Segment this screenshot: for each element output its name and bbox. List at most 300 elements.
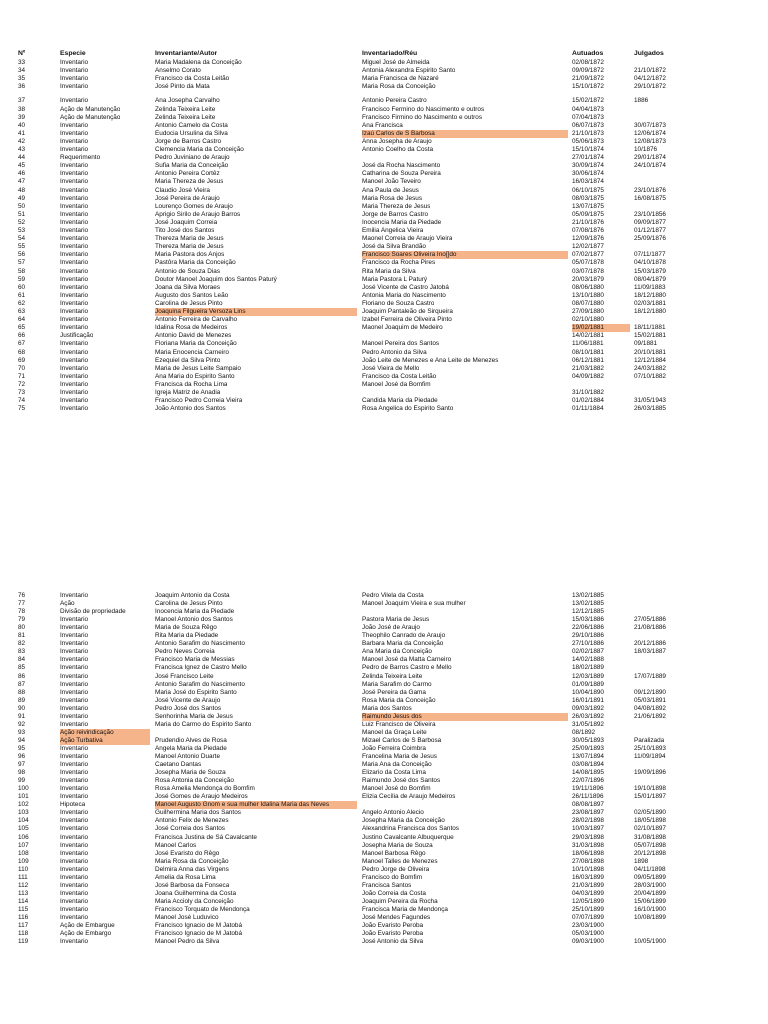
cell-autuados: 16/03/1899 — [572, 873, 604, 881]
cell-num: 112 — [18, 881, 29, 889]
cell-especie: Inventario — [60, 632, 89, 640]
cell-autor: Prudendio Alves de Rosa — [155, 736, 227, 744]
cell-autor: Maria do Carmo do Espirito Santo — [155, 720, 252, 728]
cell-autuados: 02/10/1880 — [572, 316, 604, 324]
cell-especie: Inventario — [60, 704, 89, 712]
cell-reu: Jorge de Barros Castro — [362, 210, 429, 218]
cell-julgados: 04/08/1892 — [634, 704, 666, 712]
cell-reu: Maria Rosa de Jesus — [362, 194, 423, 202]
cell-reu: Raimundo Jesus dos — [362, 713, 568, 721]
cell-especie: Inventario — [60, 865, 89, 873]
cell-num: 101 — [18, 793, 29, 801]
cell-julgados: 18/05/1898 — [634, 817, 666, 825]
cell-reu: Rita Maria da Silva — [362, 267, 416, 275]
cell-reu: Francisco do Bomfim — [362, 873, 423, 881]
cell-autor: Maria de Jesus Leite Sampaio — [155, 364, 241, 372]
cell-autor: Lourenço Gomes de Araujo — [155, 202, 233, 210]
cell-reu: Joaquim Pantaleão de Sirqueira — [362, 308, 453, 315]
cell-autuados: 07/07/1899 — [572, 914, 604, 921]
cell-num: 79 — [18, 616, 26, 624]
cell-julgados: 01/12/1877 — [634, 227, 666, 234]
cell-autuados: 18/06/1898 — [572, 849, 604, 857]
cell-num: 104 — [18, 817, 29, 825]
cell-especie: Ação de Manutenção — [60, 113, 121, 121]
cell-reu: Antonia Alexandra Espirito Santo — [362, 67, 456, 75]
cell-autuados: 13/02/1885 — [572, 592, 604, 599]
cell-num: 45 — [18, 162, 26, 170]
cell-reu: José da Silva Brandão — [362, 243, 426, 251]
cell-reu: Mizael Carlos de S Barbosa — [362, 736, 442, 744]
cell-num: 71 — [18, 372, 26, 380]
cell-autor: Maria Rosa da Conceição — [155, 857, 229, 865]
cell-autuados: 05/03/1900 — [572, 930, 604, 938]
cell-especie: Inventario — [60, 170, 89, 178]
cell-reu: Floriano de Souza Castro — [362, 299, 435, 307]
cell-especie: Inventario — [60, 259, 89, 267]
cell-num: 80 — [18, 624, 26, 632]
cell-autor: José Correia dos Santos — [155, 825, 225, 833]
cell-autuados: 18/02/1889 — [572, 664, 604, 672]
cell-julgados: 04/10/1878 — [634, 259, 666, 267]
cell-autor: Antonio Camelo da Costa — [155, 121, 228, 129]
cell-especie: Inventario — [60, 275, 89, 283]
cell-especie: Inventario — [60, 291, 89, 299]
cell-num: 96 — [18, 753, 26, 760]
cell-autuados: 08/10/1881 — [572, 348, 604, 356]
cell-autuados: 05/09/1875 — [572, 210, 604, 218]
cell-autor: Inocencia Maria da Piedade — [155, 608, 235, 616]
cell-reu: Barbara Maria da Conceição — [362, 640, 444, 648]
cell-julgados: 25/09/1876 — [634, 235, 666, 243]
cell-autuados: 21/03/1899 — [572, 881, 604, 889]
cell-reu: Francisco da Costa Leitão — [362, 372, 437, 380]
cell-autor: Josepha Maria de Souza — [155, 769, 226, 777]
cell-autuados: 15/03/1886 — [572, 616, 604, 624]
cell-julgados: 15/06/1899 — [634, 897, 666, 905]
cell-especie: Inventario — [60, 841, 89, 849]
cell-autor: Antonio Felix de Menezes — [155, 817, 229, 825]
cell-julgados: 21/10/1872 — [634, 67, 666, 75]
cell-julgados: 05/03/1891 — [634, 696, 666, 704]
cell-autuados: 06/12/1881 — [572, 356, 604, 364]
cell-reu: Manoel José da Matta Carneiro — [362, 656, 452, 664]
cell-especie: Inventario — [60, 218, 89, 226]
cell-autuados: 09/03/1900 — [572, 938, 604, 946]
cell-num: 110 — [18, 865, 29, 873]
cell-especie: Inventario — [60, 121, 89, 129]
cell-num: 119 — [18, 938, 29, 946]
cell-num: 99 — [18, 777, 26, 785]
cell-num: 111 — [18, 873, 28, 881]
cell-especie: Inventario — [60, 881, 89, 889]
cell-autor: Jorge de Barros Castro — [155, 137, 222, 145]
cell-autuados: 02/08/1872 — [572, 59, 604, 66]
cell-especie: Inventario — [60, 905, 89, 913]
cell-autuados: 15/02/1872 — [572, 97, 604, 105]
cell-num: 76 — [18, 592, 26, 599]
cell-autor: Manoel Augusto Gnom e sua mulher Idalina Maria das Neves — [155, 801, 357, 809]
cell-reu: Antonio Coelho da Costa — [362, 146, 434, 153]
cell-autor: Manoel Pedro da Silva — [155, 938, 220, 946]
cell-autuados: 25/10/1899 — [572, 905, 604, 913]
cell-julgados: 19/09/1896 — [634, 769, 666, 777]
cell-reu: Maria Francisca de Nazaré — [362, 75, 439, 83]
cell-autor: Zelinda Teixeira Leite — [155, 105, 216, 113]
cell-especie: Inventario — [60, 83, 89, 91]
cell-autuados: 08/08/1897 — [572, 801, 604, 809]
cell-especie: Requerimento — [60, 154, 101, 162]
cell-especie: Inventario — [60, 227, 89, 234]
cell-autuados: 14/08/1895 — [572, 769, 604, 777]
cell-autuados: 21/10/1876 — [572, 218, 604, 226]
cell-autor: José Francisco Leite — [155, 672, 214, 680]
cell-autuados: 06/07/1873 — [572, 121, 604, 129]
cell-especie: Inventario — [60, 825, 89, 833]
cell-julgados: 1898 — [634, 857, 649, 865]
cell-autuados: 23/03/1900 — [572, 922, 604, 930]
cell-especie: Inventario — [60, 785, 89, 793]
cell-num: 86 — [18, 672, 26, 680]
cell-reu: Alexandrina Francisca dos Santos — [362, 825, 459, 833]
cell-reu: Maonel Joaquim de Medeiro — [362, 324, 443, 332]
cell-especie: Inventario — [60, 938, 89, 946]
cell-autuados: 03/08/1894 — [572, 761, 604, 769]
cell-reu: José Vicente de Castro Jatobá — [362, 283, 449, 291]
cell-reu: Joaquim Pereira da Rocha — [362, 897, 438, 905]
cell-especie: Inventario — [60, 405, 89, 413]
cell-autor: Thereza Maria de Jesus — [155, 235, 224, 243]
cell-autor: Joaquim Antonio da Costa — [155, 592, 230, 599]
cell-reu: Ana Maria da Conceição — [362, 648, 432, 656]
cell-julgados: 09/05/1899 — [634, 873, 666, 881]
cell-especie: Inventario — [60, 308, 89, 315]
cell-julgados: 02/03/1881 — [634, 299, 666, 307]
cell-especie: Inventario — [60, 356, 89, 364]
cell-julgados: 27/05/1886 — [634, 616, 666, 624]
cell-julgados: 21/06/1892 — [634, 712, 666, 720]
cell-num: 48 — [18, 186, 26, 194]
cell-julgados: 12/12/1884 — [634, 356, 666, 364]
cell-num: 78 — [18, 608, 26, 616]
cell-num: 83 — [18, 648, 26, 656]
cell-especie: Inventario — [60, 372, 89, 380]
cell-autor: Pedro Juviniano de Araujo — [155, 154, 230, 162]
cell-reu: Francisca Santos — [362, 881, 412, 889]
cell-especie: Inventario — [60, 146, 89, 153]
cell-autor: Augusto dos Santos Leão — [155, 291, 229, 299]
cell-reu: Maria Ana da Conceição — [362, 761, 432, 769]
cell-autor: Francisco Torquato de Mendonça — [155, 905, 250, 913]
cell-reu: José Pereira da Gama — [362, 688, 426, 696]
cell-num: 42 — [18, 137, 26, 145]
cell-reu: Elizia Cecília de Araujo Medeiros — [362, 793, 456, 801]
cell-num: 51 — [18, 210, 26, 218]
cell-especie: Inventario — [60, 873, 89, 881]
cell-autor: Floriana Maria da Conceição — [155, 340, 237, 348]
cell-autor: Tito José dos Santos — [155, 227, 215, 234]
cell-especie: Inventario — [60, 809, 89, 817]
cell-autuados: 27/10/1886 — [572, 640, 604, 648]
cell-especie: Ação de Embargo — [60, 930, 112, 938]
cell-autor: Rita Maria da Piedade — [155, 632, 219, 640]
cell-julgados: 10/08/1899 — [634, 914, 666, 921]
cell-autor: Delmira Anna das Virgens — [155, 865, 229, 873]
cell-autor: Joana Guilhermina da Costa — [155, 889, 236, 897]
cell-especie: Inventario — [60, 162, 89, 170]
cell-julgados: 16/08/1875 — [634, 194, 666, 202]
cell-especie: Inventario — [60, 769, 89, 777]
cell-autuados: 09/03/1892 — [572, 704, 604, 712]
cell-num: 44 — [18, 154, 26, 162]
cell-julgados: 31/08/1898 — [634, 833, 666, 841]
cell-num: 61 — [18, 291, 26, 299]
cell-especie: Inventario — [60, 640, 89, 648]
cell-julgados: 18/12/1880 — [634, 308, 666, 315]
cell-julgados: 31/05/1943 — [634, 397, 666, 405]
cell-especie: Inventario — [60, 672, 89, 680]
cell-autuados: 27/01/1874 — [572, 154, 604, 162]
cell-num: 62 — [18, 299, 26, 307]
cell-autuados: 08/06/1880 — [572, 283, 604, 291]
cell-reu: Manoel Talles de Menezes — [362, 857, 438, 865]
cell-autor: Maria Enocencia Carneiro — [155, 348, 229, 356]
cell-julgados: 15/03/1879 — [634, 267, 666, 275]
cell-especie: Ação de Embargue — [60, 922, 115, 930]
cell-autor: Clemencia Maria da Conceição — [155, 146, 244, 153]
cell-julgados: 20/10/1881 — [634, 348, 666, 356]
cell-autuados: 04/09/1882 — [572, 372, 604, 380]
cell-num: 114 — [18, 897, 29, 905]
cell-num: 81 — [18, 632, 26, 640]
cell-autuados: 08/07/1880 — [572, 299, 604, 307]
cell-autuados: 14/02/1888 — [572, 656, 604, 664]
cell-reu: João Leite de Menezes e Ana Leite de Menezes — [362, 356, 499, 364]
cell-autor: Maria Thereza de Jesus — [155, 178, 224, 186]
cell-especie: Inventario — [60, 857, 89, 865]
cell-reu: Josepha Maria da Conceição — [362, 817, 445, 825]
cell-autor: Francisco Ignacio de M Jatobá — [155, 922, 243, 930]
cell-julgados: 08/04/1879 — [634, 275, 666, 283]
cell-autor: Ana Maria do Espirito Santo — [155, 372, 235, 380]
cell-autor: Rosa Amelia Mendonça do Bomfim — [155, 785, 255, 793]
cell-autuados: 01/11/1884 — [572, 405, 604, 413]
cell-autor: Amelia da Rosa Lima — [155, 873, 216, 881]
cell-reu: Maria Sarafim do Carmo — [362, 680, 432, 688]
cell-num: 63 — [18, 308, 26, 315]
cell-num: 38 — [18, 105, 26, 113]
cell-autuados: 08/1892 — [572, 728, 596, 736]
cell-julgados: 26/03/1885 — [634, 405, 666, 413]
cell-reu: Luiz Francisco de Oliveira — [362, 720, 436, 728]
cell-julgados: 20/12/1898 — [634, 849, 666, 857]
cell-reu: Justino Cavalcante Albuquerque — [362, 833, 454, 841]
cell-num: 118 — [18, 930, 29, 938]
cell-reu: José da Rocha Nascimento — [362, 162, 441, 170]
cell-especie: Inventario — [60, 235, 89, 243]
cell-autor: Francisco Ignacio de M Jatobá — [155, 930, 243, 938]
cell-num: 65 — [18, 324, 26, 332]
cell-julgados: 19/10/1898 — [634, 785, 666, 793]
header-autor: Inventariante/Autor — [155, 50, 218, 57]
cell-autuados: 29/10/1886 — [572, 632, 604, 640]
cell-autuados: 29/03/1898 — [572, 833, 604, 841]
cell-especie: Inventario — [60, 616, 89, 624]
cell-reu: Antonia Maria do Nascimento — [362, 291, 446, 299]
cell-num: 103 — [18, 809, 29, 817]
cell-autor: Antonio Sarafim do Nascimento — [155, 640, 245, 648]
cell-especie: Inventario — [60, 194, 89, 202]
cell-autuados: 21/03/1882 — [572, 364, 604, 372]
cell-num: 41 — [18, 129, 26, 137]
cell-autor: Joana da Silva Moraes — [155, 283, 221, 291]
cell-autuados: 27/09/1880 — [572, 308, 604, 315]
cell-num: 84 — [18, 656, 26, 664]
cell-autor: Francisca Justina de Sá Cavalcante — [155, 833, 257, 841]
cell-reu: Francisca Maria de Mendonça — [362, 905, 448, 913]
cell-julgados: 24/03/1882 — [634, 364, 666, 372]
cell-autor: Eudocia Ursulina da Silva — [155, 129, 228, 137]
cell-especie: Inventario — [60, 624, 89, 632]
cell-autor: Igreja Matriz de Anadia — [155, 389, 221, 396]
cell-autor: Anselmo Corato — [155, 67, 201, 75]
cell-num: 60 — [18, 283, 26, 291]
cell-reu: Maria Rosa da Conceição — [362, 83, 436, 91]
cell-especie: Inventario — [60, 364, 89, 372]
cell-autuados: 10/04/1890 — [572, 688, 604, 696]
cell-julgados: 17/07/1889 — [634, 672, 666, 680]
cell-num: 92 — [18, 720, 26, 728]
cell-especie: Inventario — [60, 202, 89, 210]
cell-especie: Inventario — [60, 251, 89, 259]
cell-especie: Inventario — [60, 324, 89, 332]
cell-autor: Thereza Maria de Jesus — [155, 243, 224, 251]
cell-num: 69 — [18, 356, 26, 364]
cell-especie: Ação Turbativa — [60, 737, 150, 745]
cell-reu: Antonio Pereira Castro — [362, 97, 427, 105]
cell-num: 102 — [18, 801, 29, 809]
cell-num: 46 — [18, 170, 26, 178]
cell-reu: Angelo Antonio Alecio — [362, 809, 424, 817]
cell-num: 43 — [18, 146, 26, 153]
cell-especie: Inventario — [60, 680, 89, 688]
cell-julgados: 02/05/1890 — [634, 809, 666, 817]
cell-reu: José Mendes Fagundes — [362, 914, 431, 921]
cell-autor: José Vicente de Araujo — [155, 696, 221, 704]
cell-julgados: 10/05/1900 — [634, 938, 666, 946]
cell-num: 57 — [18, 259, 26, 267]
cell-reu: João Correia da Costa — [362, 889, 426, 897]
cell-autuados: 23/08/1897 — [572, 809, 604, 817]
cell-autor: Manoel Antonio dos Santos — [155, 616, 233, 624]
cell-reu: Manoel José do Bomfim — [362, 785, 431, 793]
cell-especie: Inventario — [60, 793, 89, 801]
cell-num: 34 — [18, 67, 26, 75]
header-num: Nº — [18, 50, 26, 57]
cell-num: 94 — [18, 736, 26, 744]
cell-num: 55 — [18, 243, 26, 251]
cell-num: 74 — [18, 397, 26, 405]
cell-especie: Inventario — [60, 889, 89, 897]
cell-num: 85 — [18, 664, 26, 672]
cell-autuados: 07/08/1876 — [572, 227, 604, 234]
cell-especie: Inventario — [60, 849, 89, 857]
cell-autuados: 19/11/1896 — [572, 785, 604, 793]
cell-especie: Inventario — [60, 592, 89, 599]
cell-reu: Theophilo Canrado de Araujo — [362, 632, 446, 640]
cell-especie: Inventario — [60, 243, 89, 251]
cell-julgados: 07/11/1877 — [634, 251, 666, 259]
cell-julgados: 18/03/1887 — [634, 648, 666, 656]
cell-autor: Pedro José dos Santos — [155, 704, 222, 712]
cell-reu: José Antonio da Silva — [362, 938, 424, 946]
cell-autor: Aprigio Sirilo de Araujo Barros — [155, 210, 241, 218]
cell-especie: Inventario — [60, 720, 89, 728]
cell-reu: Manoel José da Bomfim — [362, 380, 431, 388]
cell-especie: Inventario — [60, 777, 89, 785]
cell-num: 40 — [18, 121, 26, 129]
cell-num: 89 — [18, 696, 26, 704]
cell-julgados: 23/10/1876 — [634, 186, 666, 194]
cell-num: 52 — [18, 218, 26, 226]
cell-especie: Ação — [60, 600, 75, 608]
cell-reu: Manoel da Graça Leite — [362, 728, 427, 736]
cell-num: 36 — [18, 83, 26, 91]
cell-especie: Inventario — [60, 696, 89, 704]
cell-reu: Emilia Angelica Vieira — [362, 227, 424, 234]
cell-autor: Sufia Maria da Conceição — [155, 162, 229, 170]
cell-reu: Francisco Fermino do Nascimento e outros — [362, 105, 485, 113]
cell-julgados: 07/10/1882 — [634, 372, 666, 380]
cell-num: 93 — [18, 728, 26, 736]
cell-reu: Izaú Carlos de S Barbosa — [362, 130, 568, 138]
cell-autuados: 10/03/1897 — [572, 825, 604, 833]
cell-autor: Pedro Neves Correia — [155, 648, 215, 656]
cell-julgados: 15/01/1897 — [634, 793, 666, 801]
cell-num: 117 — [18, 922, 29, 930]
cell-julgados: 18/11/1881 — [634, 324, 666, 332]
cell-num: 58 — [18, 267, 26, 275]
cell-autuados: 12/03/1889 — [572, 672, 604, 680]
cell-julgados: 04/12/1872 — [634, 75, 666, 83]
cell-julgados: 10/1876 — [634, 146, 658, 153]
cell-autuados: 22/06/1886 — [572, 624, 604, 632]
cell-especie: Inventario — [60, 137, 89, 145]
cell-reu: João Evaristo Peroba — [362, 930, 424, 938]
cell-num: 113 — [18, 889, 29, 897]
cell-especie: Inventario — [60, 380, 89, 388]
cell-autuados: 16/03/1874 — [572, 178, 604, 186]
cell-especie: Inventario — [60, 186, 89, 194]
cell-autuados: 11/06/1881 — [572, 340, 604, 348]
cell-num: 67 — [18, 340, 26, 348]
cell-especie: Inventario — [60, 833, 89, 841]
cell-autuados: 08/03/1875 — [572, 194, 604, 202]
cell-autor: João Antonio dos Santos — [155, 405, 226, 413]
cell-autor: Pastôra Maria da Conceição — [155, 259, 236, 267]
cell-autuados: 04/03/1899 — [572, 889, 604, 897]
cell-autor: Idalina Rosa de Medeiros — [155, 324, 228, 332]
cell-autor: Antonio Sarafim do Nascimento — [155, 680, 245, 688]
cell-especie: Hipoteca — [60, 801, 86, 809]
cell-reu: Manoel João Teveiro — [362, 178, 421, 186]
cell-num: 87 — [18, 680, 26, 688]
cell-num: 98 — [18, 769, 26, 777]
cell-autuados: 05/06/1873 — [572, 137, 604, 145]
cell-especie: Inventario — [60, 210, 89, 218]
cell-especie: Inventario — [60, 178, 89, 186]
header-autuados: Autuados — [572, 50, 604, 57]
cell-autuados: 26/11/1896 — [572, 793, 604, 801]
